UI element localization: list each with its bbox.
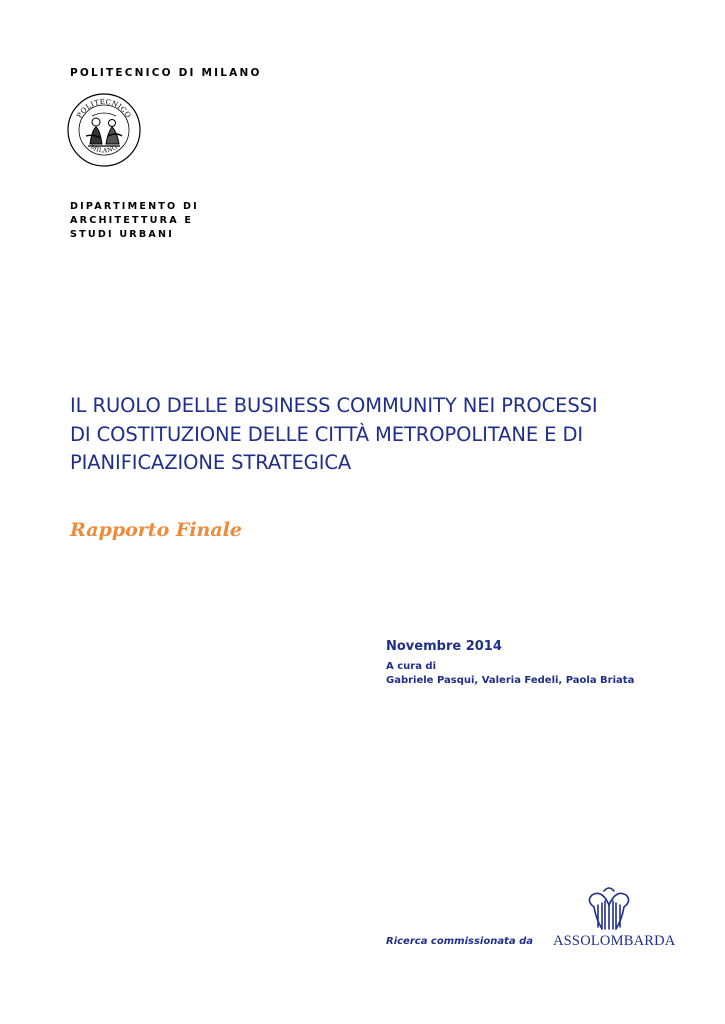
institution-name: POLITECNICO DI MILANO	[70, 67, 262, 79]
seal-text-top: POLITECNICO	[75, 97, 133, 120]
credits-block	[386, 660, 634, 688]
department-line: DIPARTIMENTO DI	[70, 201, 199, 212]
curated-by-label: A cura di	[386, 661, 437, 672]
brand-name: ASSOLOMBARDA	[553, 933, 676, 949]
assolombarda-logo-icon	[584, 883, 634, 933]
seal-text-bottom: MILANO	[89, 143, 119, 155]
document-subtitle: Rapporto Finale	[70, 519, 242, 541]
authors-list: Gabriele Pasqui, Valeria Fedeli, Paola Briata	[386, 675, 635, 686]
title-line: IL RUOLO DELLE BUSINESS COMMUNITY NEI PROCESSI	[70, 394, 598, 417]
department-line: ARCHITETTURA E	[70, 215, 194, 226]
title-line: DI COSTITUZIONE DELLE CITTÀ METROPOLITANE E DI	[70, 422, 584, 446]
svg-text:POLITECNICO	[75, 98, 132, 120]
department-name	[70, 200, 199, 242]
title-line: PIANIFICAZIONE STRATEGICA	[70, 451, 352, 474]
politecnico-seal-icon	[66, 92, 142, 168]
department-line: STUDI URBANI	[70, 229, 175, 240]
publication-date: Novembre 2014	[386, 639, 502, 654]
commission-text: Ricerca commissionata da	[386, 936, 533, 947]
document-title	[70, 392, 670, 478]
